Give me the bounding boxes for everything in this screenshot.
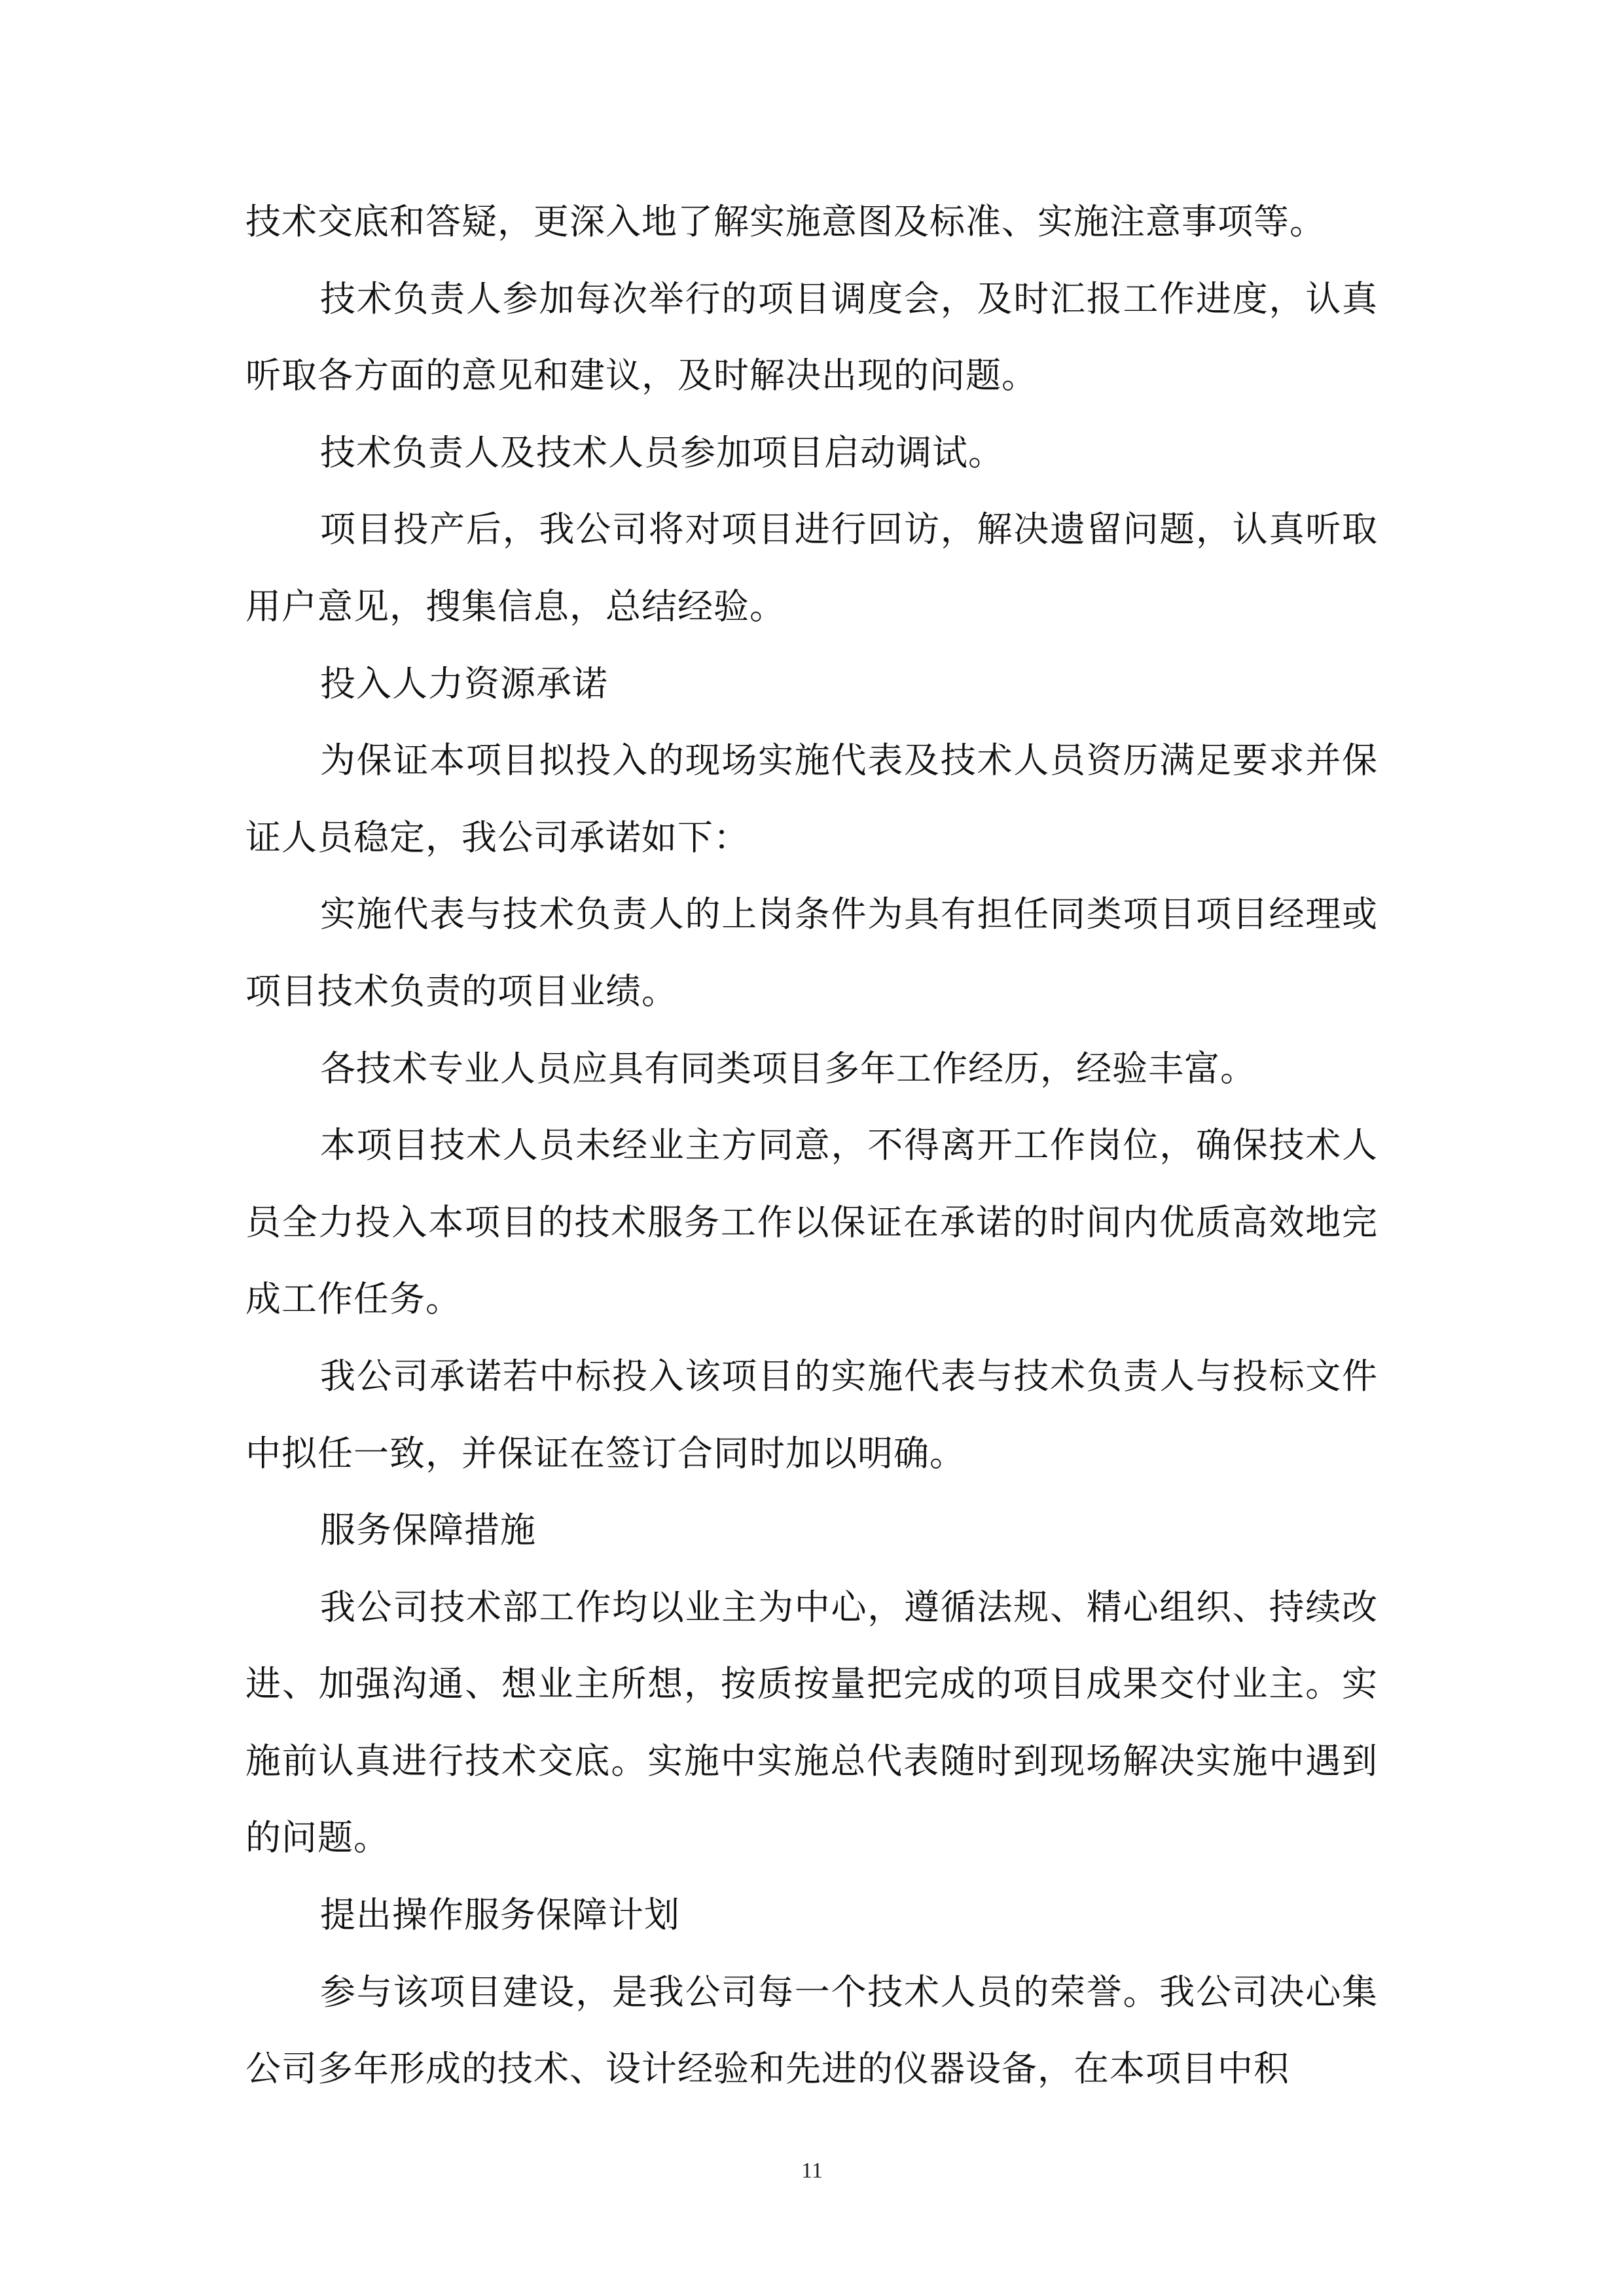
paragraph-1: 技术交底和答疑，更深入地了解实施意图及标准、实施注意事项等。 xyxy=(245,201,1326,242)
paragraph-9: 本项目技术人员未经业主方同意，不得离开工作岗位，确保技术人员全力投入本项目的技术服务工作以保证在承诺的时间内优质高效地完成工作任务。 xyxy=(245,1124,1378,1320)
paragraph-4: 项目投产后，我公司将对项目进行回访，解决遗留问题，认真听取用户意见，搜集信息，总结经验。 xyxy=(245,509,1378,627)
page-number: 11 xyxy=(801,2159,823,2183)
paragraph-8: 各技术专业人员应具有同类项目多年工作经历，经验丰富。 xyxy=(320,1047,1256,1089)
paragraph-10: 我公司承诺若中标投入该项目的实施代表与技术负责人与投标文件中拟任一致，并保证在签订合同时加以明确。 xyxy=(245,1355,1378,1474)
paragraph-14: 参与该项目建设，是我公司每一个技术人员的荣誉。我公司决心集公司多年形成的技术、设计经验和先进的仪器设备，在本项目中积 xyxy=(245,1971,1378,2090)
section-heading-hr-commitment: 投入人力资源承诺 xyxy=(320,662,608,704)
paragraph-7: 实施代表与技术负责人的上岗条件为具有担任同类项目项目经理或项目技术负责的项目业绩。 xyxy=(245,893,1378,1012)
paragraph-12: 我公司技术部工作均以业主为中心，遵循法规、精心组织、持续改进、加强沟通、想业主所想，按质按量把完成的项目成果交付业主。实施前认真进行技术交底。实施中实施总代表随时到现场解决实施中遇到的问题。 xyxy=(245,1586,1378,1859)
document-body xyxy=(245,183,1378,2108)
section-heading-service-plan: 提出操作服务保障计划 xyxy=(320,1894,680,1936)
paragraph-2: 技术负责人参加每次举行的项目调度会，及时汇报工作进度，认真听取各方面的意见和建议，及时解决出现的问题。 xyxy=(245,278,1378,397)
paragraph-3: 技术负责人及技术人员参加项目启动调试。 xyxy=(320,431,1004,473)
section-heading-service-guarantee: 服务保障措施 xyxy=(320,1509,536,1551)
paragraph-6: 为保证本项目拟投入的现场实施代表及技术人员资历满足要求并保证人员稳定，我公司承诺如下： xyxy=(245,740,1378,858)
